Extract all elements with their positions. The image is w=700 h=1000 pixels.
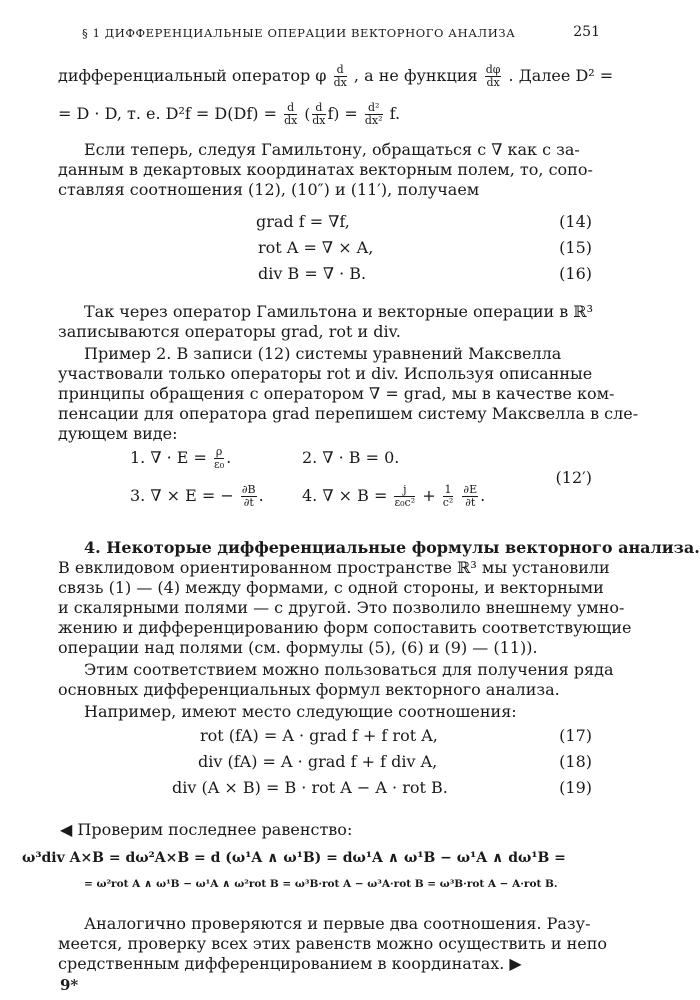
para3-line-1: Пример 2. В записи (12) системы уравнений Максвелла	[84, 344, 562, 363]
equation-number-17: (17)	[559, 726, 592, 745]
para2-line-2: записываются операторы grad, rot и div.	[58, 322, 401, 341]
para2-line-1: Так через оператор Гамильтона и векторные операции в ℝ³	[84, 302, 594, 321]
frac-dE-dt: $\frac{\partial E}{\partial t}$	[463, 483, 478, 509]
maxwell-eq-4-lhs: 4. ∇ × B =	[302, 486, 388, 505]
equation-number-18: (18)	[559, 752, 592, 771]
maxwell-eq-1	[130, 446, 231, 471]
frac-d-dx: $\frac{d}{dx}$	[333, 63, 347, 89]
equation-14: grad f = ∇f,	[256, 212, 350, 231]
maxwell-eq-1-lhs: 1. ∇ · E =	[130, 448, 207, 467]
proof-intro: ◀ Проверим последнее равенство:	[60, 820, 353, 839]
equation-19: div (A × B) = B · rot A − A · rot B.	[172, 778, 448, 797]
equation-number-15: (15)	[559, 238, 592, 257]
section4-para-line-1: Этим соответствием можно пользоваться для получения ряда	[84, 660, 614, 679]
intro-text-c: . Далее D² =	[508, 66, 614, 85]
maxwell-eq-3-lhs: 3. ∇ × E = −	[130, 486, 234, 505]
equation-number-16: (16)	[559, 264, 592, 283]
frac-d2-dx2: $\frac{\text{d²}}{\text{dx²}}$	[364, 101, 383, 127]
frac-d-dx-3: $\frac{d}{dx}$	[312, 101, 326, 127]
section4-line-4: жению и дифференцированию форм сопоставить соответствующие	[58, 618, 632, 637]
intro-line-1	[58, 63, 614, 89]
maxwell-eq-4-end: .	[480, 486, 486, 505]
closing-line-2: меется, проверку всех этих равенств можно осуществить и непо	[58, 934, 608, 953]
frac-d-dx-2: $\frac{d}{dx}$	[284, 101, 298, 127]
closing-line-1: Аналогично проверяются и первые два соотношения. Разу-	[84, 914, 591, 933]
page-number: 251	[573, 24, 600, 40]
frac-dB-dt: $\frac{\partial B}{\partial t}$	[241, 483, 256, 509]
section-4-title: 4. Некоторые дифференциальные формулы векторного анализа.	[84, 538, 700, 557]
maxwell-eq-2: 2. ∇ · B = 0.	[302, 448, 400, 467]
section4-line-3: и скалярными полями — с другой. Это позволило внешнему умно-	[58, 598, 625, 617]
intro-text-e: f.	[389, 104, 401, 123]
header-title: § 1 ДИФФЕРЕНЦИАЛЬНЫЕ ОПЕРАЦИИ ВЕКТОРНОГО АНАЛИЗА	[82, 26, 516, 40]
equation-18: div (fA) = A · grad f + f div A,	[198, 752, 438, 771]
equation-number-14: (14)	[559, 212, 592, 231]
section4-line-2: связь (1) — (4) между формами, с одной стороны, и векторными	[58, 578, 604, 597]
equation-number-12prime: (12′)	[555, 468, 592, 487]
section4-line-1: В евклидовом ориентированном пространстве ℝ³ мы установили	[58, 558, 610, 577]
section4-example: Например, имеют место следующие соотношения:	[84, 702, 517, 721]
frac-j-eps-c2: $\frac{j}{\text{ε₀c²}}$	[394, 483, 416, 509]
para1-line-1: Если теперь, следуя Гамильтону, обращаться с ∇ как с за-	[84, 140, 580, 159]
proof-line-1: ω³div A×B = dω²A×B = d (ω¹A ∧ ω¹B) = dω¹A ∧ ω¹B − ω¹A ∧ dω¹B =	[22, 850, 566, 866]
proof-line-2: = ω²rot A ∧ ω¹B − ω¹A ∧ ω²rot B = ω³B·rot A − ω³A·rot B = ω³B·rot A − A·rot B.	[84, 878, 558, 890]
para3-line-2: участвовали только операторы rot и div. Используя описанные	[58, 364, 593, 383]
maxwell-eq-1-end: .	[226, 448, 232, 467]
section4-line-5: операции над полями (см. формулы (5), (6) и (9) — (11)).	[58, 638, 538, 657]
para1-line-3: ставляя соотношения (12), (10″) и (11′), получаем	[58, 180, 480, 199]
intro-text-a: дифференциальный оператор φ	[58, 66, 327, 85]
para3-line-4: пенсации для оператора grad перепишем систему Максвелла в сле-	[58, 404, 639, 423]
frac-1-c2: $\frac{1}{\text{c²}}$	[442, 483, 454, 509]
para3-line-3: принципы обращения с оператором ∇ = grad, мы в качестве ком-	[58, 384, 615, 403]
signature-mark: 9*	[60, 976, 79, 994]
running-header	[82, 26, 602, 40]
frac-dphi-dx: $\frac{d\varphi}{dx}$	[485, 63, 501, 89]
intro-text-d: = D · D, т. е. D²f = D(Df) =	[58, 104, 277, 123]
frac-rho-eps: $\frac{\rho}{\text{ε₀}}$	[214, 445, 225, 471]
maxwell-eq-3	[130, 484, 264, 509]
equation-15: rot A = ∇ × A,	[258, 238, 374, 257]
equation-number-19: (19)	[559, 778, 592, 797]
equation-16: div B = ∇ · B.	[258, 264, 367, 283]
section4-para-line-2: основных дифференциальных формул векторного анализа.	[58, 680, 560, 699]
maxwell-eq-4: 4. ∇ × B = $\frac{j}{\text{ε₀c²}}$ + $\frac{1}{\text{c²}}$ $\frac{\partial E}{\partial t}$ .	[302, 483, 486, 509]
intro-line-2: = D · D, т. е. D²f = D(Df) = $\frac{d}{dx}$ ( $\frac{d}{dx}$ f) = $\frac{\text{d²}}{\text{dx²}}$ f.	[58, 101, 401, 127]
maxwell-eq-3-end: .	[258, 486, 264, 505]
para3-line-5: дующем виде:	[58, 424, 178, 443]
intro-text-b: , а не функция	[353, 66, 478, 85]
closing-line-3: средственным дифференцированием в координатах. ▶	[58, 954, 522, 973]
equation-17: rot (fA) = A · grad f + f rot A,	[200, 726, 438, 745]
para1-line-2: данным в декартовых координатах векторным полем, то, сопо-	[58, 160, 593, 179]
